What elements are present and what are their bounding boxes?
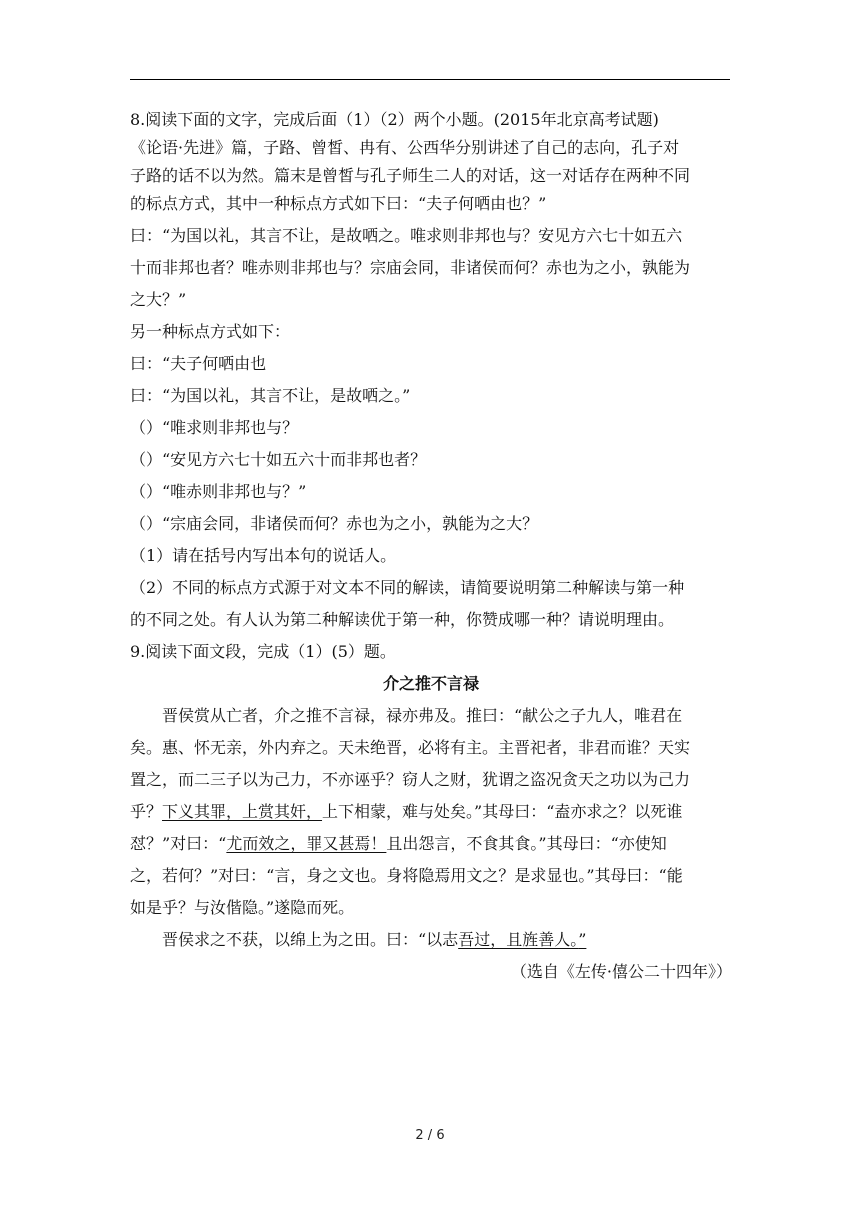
q9-passage-line: 如是乎？与汝偕隐。”遂隐而死。 <box>130 898 355 917</box>
q8-first-style-line: 十而非邦也者？唯赤则非邦也与？宗庙会同，非诸侯而何？赤也为之小，孰能为 <box>130 258 691 277</box>
q9-passage-line: 矣。惠、怀无亲，外内弃之。天未绝晋，必将有主。主晋祀者，非君而谁？天实 <box>130 738 691 757</box>
q8-sub-question-2: （2）不同的标点方式源于对文本不同的解读，请简要说明第二种解读与第一种 <box>130 578 685 597</box>
underlined-sentence: 下义其罪，上赏其奸， <box>162 802 323 821</box>
q9-passage-line <box>130 926 732 954</box>
page-number: 2 / 6 <box>415 1128 445 1143</box>
passage-text: 怼？”对曰：“ <box>130 834 227 853</box>
q9-passage-line: 晋侯赏从亡者，介之推不言禄，禄亦弗及。推曰：“献公之子九人，唯君在 <box>162 706 683 725</box>
q8-second-style-line: （）“安见方六七十如五六十而非邦也者？ <box>130 450 427 469</box>
q8-intro: 8.阅读下面的文字，完成后面（1）（2）两个小题。(2015年北京高考试题) <box>130 110 659 129</box>
q9-passage-line: 之，若何？”对曰：“言，身之文也。身将隐焉用文之？是求显也。”其母曰：“能 <box>130 866 683 885</box>
q8-second-intro: 另一种标点方式如下： <box>130 322 291 341</box>
q9-passage-line: 置之，而二三子以为己力，不亦诬乎？窃人之财，犹谓之盗况贪天之功以为己力 <box>130 770 691 789</box>
q9-passage-title: 介之推不言禄 <box>382 674 479 693</box>
underlined-sentence: 尤而效之，罪又甚焉！ <box>226 834 387 853</box>
passage-text: ” <box>578 930 587 949</box>
q9-source: （选自《左传·僖公二十四年》） <box>510 962 732 981</box>
passage-text: 乎？ <box>130 802 163 821</box>
q8-second-style-line: 曰：“夫子何哂由也 <box>130 354 267 373</box>
q8-second-style-line: （）“唯赤则非邦也与？” <box>130 482 307 501</box>
passage-text: 上下相蒙，难与处矣。”其母曰：“盍亦求之？以死谁 <box>322 802 683 821</box>
page-content <box>130 106 732 986</box>
q9-passage-line <box>130 830 732 858</box>
passage-text: 且出怨言，不食其食。”其母曰：“亦使知 <box>386 834 667 853</box>
passage-text: 晋侯求之不获，以绵上为之田。曰：“以志 <box>162 930 459 949</box>
q8-first-style-line: 曰：“为国以礼，其言不让，是故哂之。唯求则非邦也与？安见方六七十如五六 <box>130 226 683 245</box>
q8-sub-question-2: 的不同之处。有人认为第二种解读优于第一种，你赞成哪一种？请说明理由。 <box>130 610 675 629</box>
q9-intro: 9.阅读下面文段，完成（1）(5）题。 <box>130 642 396 661</box>
header-rule <box>130 79 730 80</box>
q8-second-style-line: 曰：“为国以礼，其言不让，是故哂之。” <box>130 386 411 405</box>
q8-line: 《论语·先进》篇，子路、曾皙、冉有、公西华分别讲述了自己的志向，孔子对 <box>130 138 680 157</box>
q8-sub-question-1: （1）请在括号内写出本句的说话人。 <box>130 546 397 565</box>
q8-second-style-line: （）“唯求则非邦也与？ <box>130 418 299 437</box>
q8-line: 的标点方式，其中一种标点方式如下曰：“夫子何哂由也？” <box>130 194 547 213</box>
q9-passage-line <box>130 798 732 826</box>
q8-line: 子路的话不以为然。篇末是曾皙与孔子师生二人的对话，这一对话存在两种不同 <box>130 166 691 185</box>
q8-first-style-line: 之大？” <box>130 290 187 309</box>
q8-second-style-line: （）“宗庙会同，非诸侯而何？赤也为之小，孰能为之大？ <box>130 514 539 533</box>
underlined-sentence: 吾过，且旌善人。 <box>458 930 579 949</box>
